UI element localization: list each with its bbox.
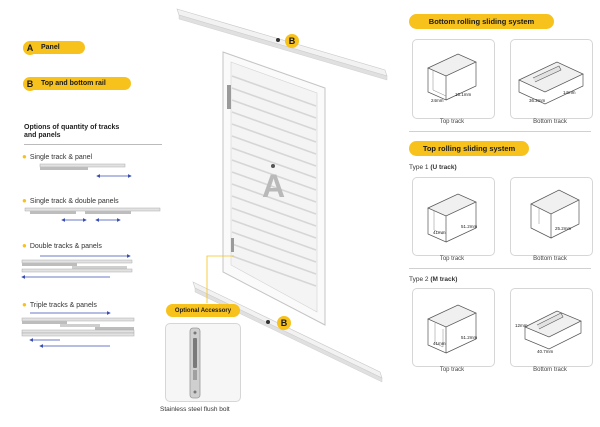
type2-bottom-dim-a: 12mm: [515, 323, 528, 328]
type2-name: (M track): [430, 276, 458, 283]
option-item: ● Single track & panel: [22, 152, 93, 161]
single-track-double-panels-diagram: [25, 208, 160, 220]
option-label-3: Double tracks & panels: [29, 243, 102, 250]
type1-top-dim-a: 41mm: [433, 230, 446, 235]
flush-bolt-icon: [166, 324, 240, 401]
single-track-panel-diagram: [40, 164, 131, 176]
bottom-bottom-dim-b: 14mm: [563, 90, 576, 95]
legend-b-badge: B: [23, 77, 37, 91]
options-heading-line1: Options of quantity of tracks: [24, 124, 120, 131]
type1-label: [409, 164, 457, 171]
type2-prefix: Type 2: [409, 276, 431, 283]
type1-top-caption: Top track: [439, 256, 465, 262]
option-label-4: Triple tracks & panels: [29, 302, 97, 309]
bottom-top-dim-b: 15.1mm: [455, 92, 472, 97]
bottom-bottom-dim-a: 36.2mm: [529, 98, 546, 103]
legend-a-label: Panel: [41, 44, 60, 51]
flush-bolt-image: [165, 323, 241, 402]
double-tracks-panels-diagram: [22, 256, 132, 277]
legend-b-label: Top and bottom rail: [41, 80, 106, 87]
accessory-caption: Stainless steel flush bolt: [160, 406, 230, 413]
type1-bottom-track-image: [510, 177, 593, 256]
bottom-rail-badge: B: [277, 316, 291, 330]
type2-top-dim-b: 51.2mm: [461, 335, 478, 340]
option-label-1: Single track & panel: [29, 154, 93, 161]
bottom-system-top-track-image: [412, 39, 495, 119]
type1-top-track-image: [412, 177, 495, 256]
top-rail-badge: B: [285, 34, 299, 48]
type1-name: (U track): [430, 164, 457, 171]
legend-a-badge: A: [23, 41, 37, 55]
option-item: ● Double tracks & panels: [22, 241, 102, 250]
legend-panel: [25, 41, 85, 54]
rail-track-icon: [511, 40, 592, 118]
type2-top-caption: Top track: [439, 367, 465, 373]
type2-label: [409, 276, 457, 283]
type1-bottom-dim-a: 25.2mm: [555, 226, 572, 231]
options-heading-line2: and panels: [24, 132, 61, 139]
bottom-system-bottom-caption: Bottom track: [533, 119, 567, 125]
right-divider-2: [409, 268, 591, 269]
option-item: ● Triple tracks & panels: [22, 300, 97, 309]
triple-tracks-panels-diagram: [22, 313, 134, 346]
u-track-icon: [413, 178, 494, 255]
type1-bottom-caption: Bottom track: [533, 256, 567, 262]
m-track-icon: [413, 289, 494, 366]
type2-bottom-caption: Bottom track: [533, 367, 567, 373]
accessory-label: Optional Accessory: [166, 304, 240, 317]
top-rail: [177, 9, 387, 80]
type2-bottom-dim-b: 40.7mm: [537, 349, 554, 354]
type1-prefix: Type 1: [409, 164, 431, 171]
type2-top-track-image: [412, 288, 495, 367]
channel-track-icon: [413, 40, 494, 118]
option-item: ● Single track & double panels: [22, 196, 119, 205]
panel-letter: A: [262, 168, 286, 204]
bottom-system-title: Bottom rolling sliding system: [409, 14, 554, 29]
option-track-illustrations: [0, 150, 180, 400]
top-system-title: Top rolling sliding system: [409, 141, 529, 156]
bottom-top-dim-a: 24mm: [431, 98, 444, 103]
options-heading: [24, 124, 174, 140]
guide-track-icon: [511, 178, 592, 255]
bottom-system-top-caption: Top track: [439, 119, 465, 125]
type2-top-dim-a: 41mm: [433, 341, 446, 346]
right-divider-1: [409, 131, 591, 132]
type1-top-dim-b: 51.2mm: [461, 224, 478, 229]
type2-bottom-track-image: [510, 288, 593, 367]
legend-rail: [25, 77, 131, 90]
option-label-2: Single track & double panels: [29, 198, 119, 205]
bottom-system-bottom-track-image: [510, 39, 593, 119]
options-divider: [24, 144, 162, 145]
